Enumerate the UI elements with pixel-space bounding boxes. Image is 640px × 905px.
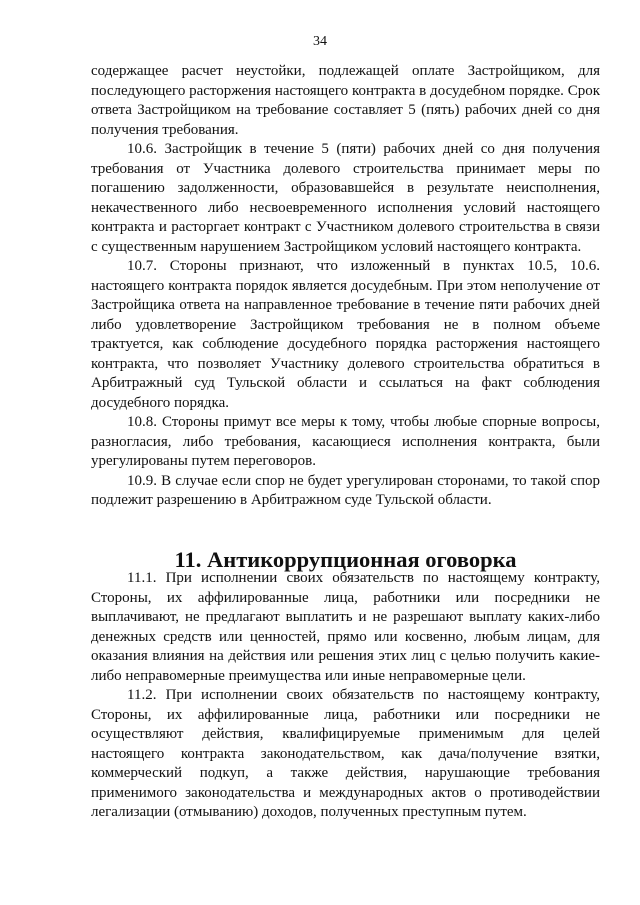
paragraph-10-9: 10.9. В случае если спор не будет урегулирован сторонами, то такой спор подлежит разрешению в Арбитражном суде Тульской области.: [91, 472, 600, 508]
paragraph-10-8: 10.8. Стороны примут все меры к тому, чтобы любые спорные вопросы, разногласия, либо требования, касающиеся исполнения контракта, были урегулированы путем переговоров.: [91, 414, 600, 469]
document-body: [91, 62, 600, 823]
paragraph-11-1: 11.1. При исполнении своих обязательств по настоящему контракту, Стороны, их аффилированные лица, работники или посредники не выплачивают, не предлагают выплатить и не разрешают выплату каких-либо денежных средств или ценностей, прямо или косвенно, любым лицам, для оказания влияния на действия или решения этих лиц с целью получить какие-либо неправомерные преимущества или иные неправомерные цели.: [91, 570, 600, 684]
page-number: 34: [313, 34, 327, 49]
paragraph-11-2: 11.2. При исполнении своих обязательств по настоящему контракту, Стороны, их аффилированные лица, работники или посредники не осуществляют действия, квалифицируемые применимым для целей настоящего контракта законодательством, как дача/получение взятки, коммерческий подкуп, а также действия, нарушающие требования применимого законодательства и международных актов о противодействии легализации (отмыванию) доходов, полученных преступным путем.: [91, 687, 600, 820]
section-11-heading: 11. Антикоррупционная оговорка: [174, 546, 517, 572]
paragraph-10-5-continuation: содержащее расчет неустойки, подлежащей оплате Застройщиком, для последующего расторжения настоящего контракта в досудебном порядке. Срок ответа Застройщиком на требование составляет 5 (пять) рабочих дней со дня получения требования.: [91, 63, 600, 138]
paragraph-10-7: 10.7. Стороны признают, что изложенный в пунктах 10.5, 10.6. настоящего контракта порядок является досудебным. При этом неполучение от Застройщика ответа на направленное требование в течение пяти рабочих дней либо удовлетворение Застройщиком требования не в полном объеме трактуется, как соблюдение досудебного порядка расторжения настоящего контракта, что позволяет Участнику долевого строительства обратиться в Арбитражный суд Тульской области и ссылаться на факт соблюдения досудебного порядка.: [91, 258, 600, 411]
paragraph-10-6: 10.6. Застройщик в течение 5 (пяти) рабочих дней со дня получения требования от Участника долевого строительства принимает меры по погашению задолженности, образовавшейся в результате неисполнения, некачественного либо несвоевременного исполнения условий настоящего контракта и расторгает контракт с Участником долевого строительства в связи с существенным нарушением Застройщиком условий настоящего контракта.: [91, 141, 600, 255]
